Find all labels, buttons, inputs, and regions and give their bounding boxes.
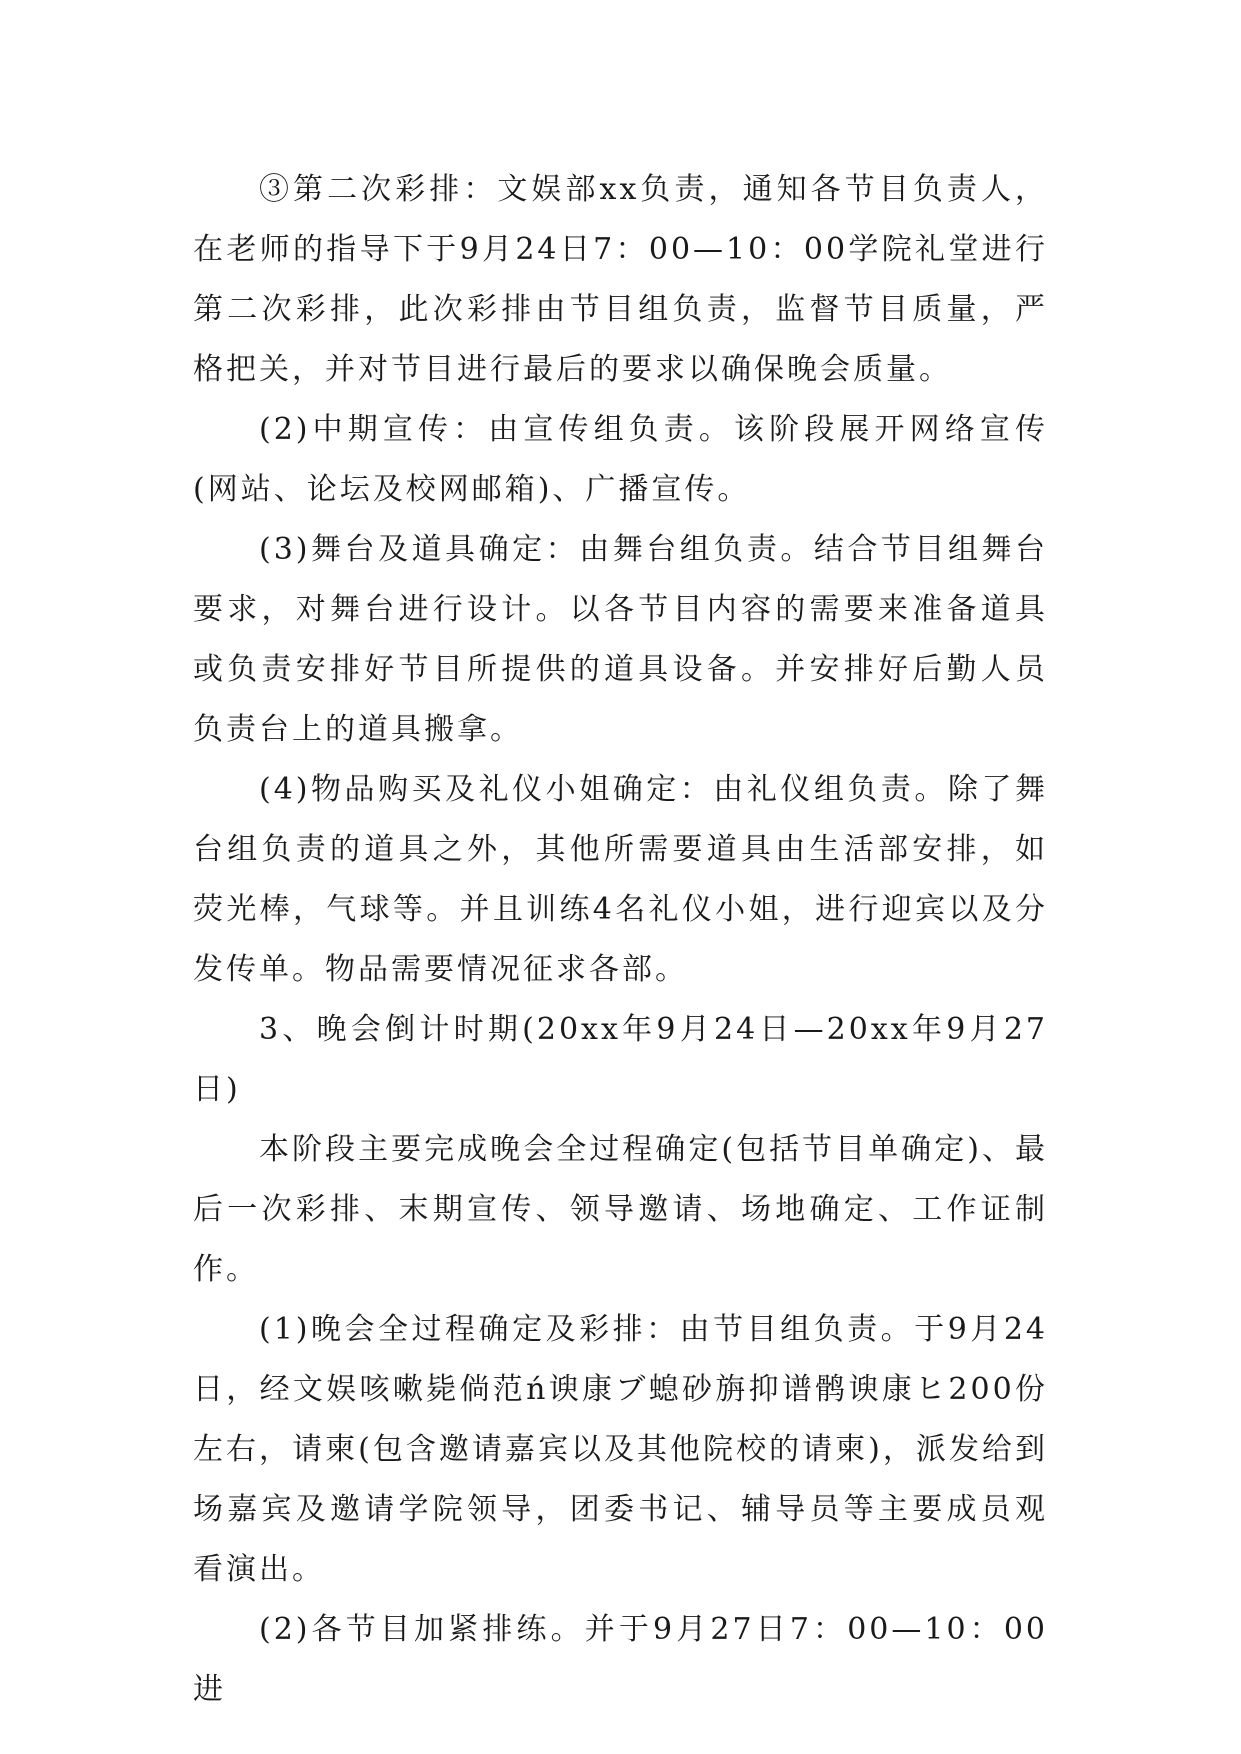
paragraph-full-process: (1)晚会全过程确定及彩排：由节目组负责。于9月24日，经文娱咳嗽毙倘范ń谀康ブ螅砂旃抑谱鹘谀康ヒ200份左右，请柬(包含邀请嘉宾以及其他院校的请柬)，派发给到场嘉宾及邀请学院领导，团委书记、辅导员等主要成员观看演出。 xyxy=(193,1312,1048,1587)
paragraph-mid-promotion: (2)中期宣传：由宣传组负责。该阶段展开网络宣传(网站、论坛及校网邮箱)、广播宣传。 xyxy=(193,412,1048,507)
paragraph-items-etiquette: (4)物品购买及礼仪小姐确定：由礼仪组负责。除了舞台组负责的道具之外，其他所需要道具由生活部安排，如荧光棒，气球等。并且训练4名礼仪小姐，进行迎宾以及分发传单。物品需要情况征求各部。 xyxy=(193,772,1048,987)
paragraph-rehearsal-2: ③第二次彩排：文娱部xx负责，通知各节目负责人，在老师的指导下于9月24日7：00—10：00学院礼堂进行第二次彩排，此次彩排由节目组负责，监督节目质量，严格把关，并对节目进行最后的要求以确保晚会质量。 xyxy=(193,172,1048,387)
paragraph-stage-props: (3)舞台及道具确定：由舞台组负责。结合节目组舞台要求，对舞台进行设计。以各节目内容的需要来准备道具或负责安排好节目所提供的道具设备。并安排好后勤人员负责台上的道具搬拿。 xyxy=(193,532,1048,747)
paragraph-stage-summary: 本阶段主要完成晚会全过程确定(包括节目单确定)、最后一次彩排、末期宣传、领导邀请、场地确定、工作证制作。 xyxy=(193,1132,1048,1287)
paragraph-countdown-heading: 3、晚会倒计时期(20xx年9月24日—20xx年9月27日) xyxy=(193,1012,1048,1107)
document-body xyxy=(193,160,1048,1720)
paragraph-rehearsal-intensify: (2)各节目加紧排练。并于9月27日7：00—10：00进 xyxy=(193,1612,1048,1707)
